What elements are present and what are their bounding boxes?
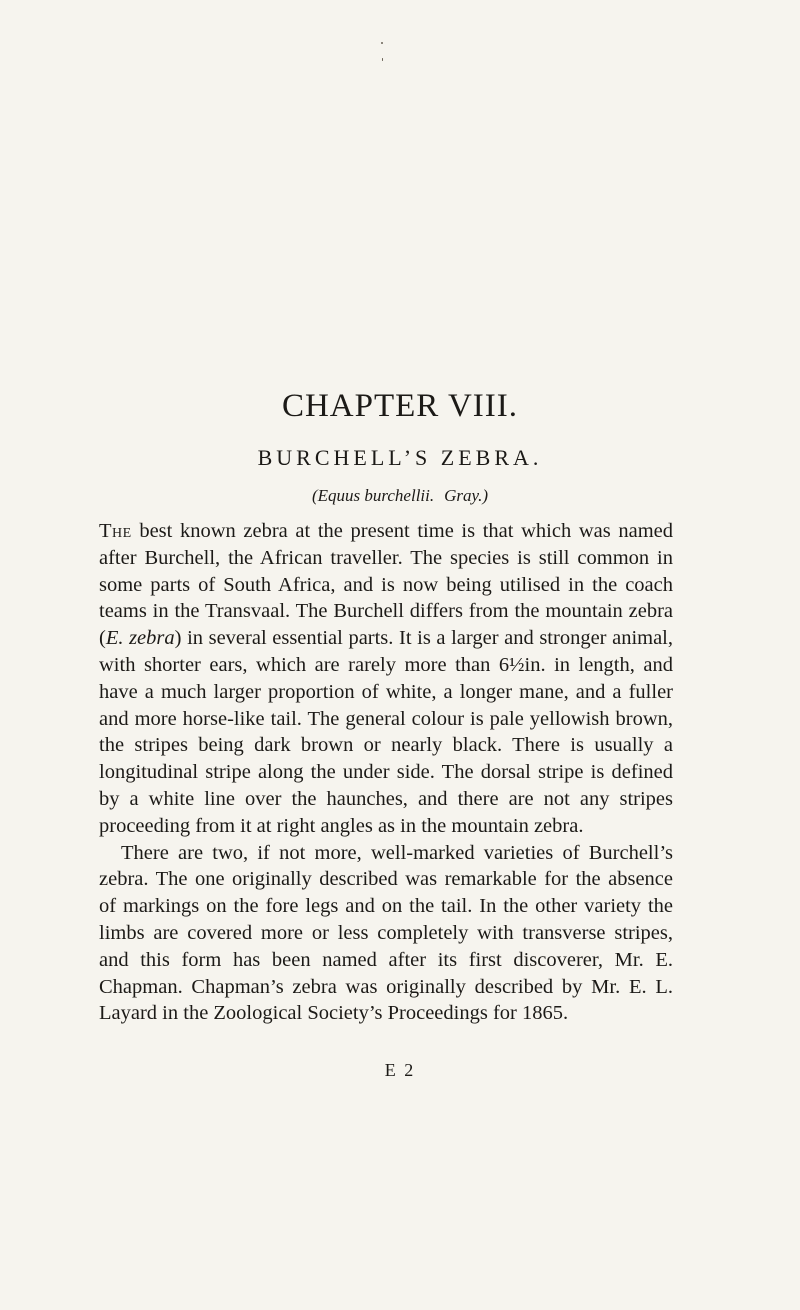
species-subtitle: (Equus burchellii. Gray.) bbox=[311, 486, 489, 505]
paragraph-2: There are two, if not more, well-marked varieties of Burchell’s zebra. The one originally described was remarkable for the absence of markings on the fore legs and on the tail. In the other variety the limbs are covered more or less completely with transverse stripes, and this form has been named after its first discoverer, Mr. E. Chapman. Chapman’s zebra was originally described by Mr. E. L. Layard in the Zoological Society’s Proceedings for 1865. bbox=[99, 841, 673, 1025]
paragraph-1-text: best known zebra at the present time is that which was named after Burchell, the African traveller. The species is still common in some parts of South Africa, and is now being utilised in the coach teams in the Transvaal. The Burchell differs from the mountain zebra ( bbox=[99, 520, 673, 650]
signature-mark: E 2 bbox=[384, 1060, 416, 1080]
page-speck bbox=[382, 58, 383, 61]
chapter-title: CHAPTER VIII. bbox=[281, 388, 519, 424]
page-speck bbox=[381, 42, 383, 44]
species-author: Gray. bbox=[444, 486, 483, 505]
section-title: BURCHELL’S ZEBRA. bbox=[257, 445, 543, 470]
body-text bbox=[99, 518, 673, 1027]
paragraph-1 bbox=[99, 518, 673, 840]
paragraph-1-tail: ) in several essential parts. It is a larger and stronger animal, with shorter ears, which are rarely more than 6½in. in length, and have a much larger proportion of white, a longer mane, and a fuller and more horse-like tail. The general colour is pale yellowish brown, the stripes being dark brown or nearly black. There is usually a longitudinal stripe along the under side. The dorsal stripe is defined by a white line over the haunches, and there are not any stripes proceeding from it at right angles as in the mountain zebra. bbox=[99, 627, 674, 837]
paragraph-1-species: E. zebra bbox=[105, 627, 175, 650]
species-name: Equus burchellii. bbox=[317, 486, 435, 505]
paragraph-lead-word: The bbox=[99, 520, 132, 542]
